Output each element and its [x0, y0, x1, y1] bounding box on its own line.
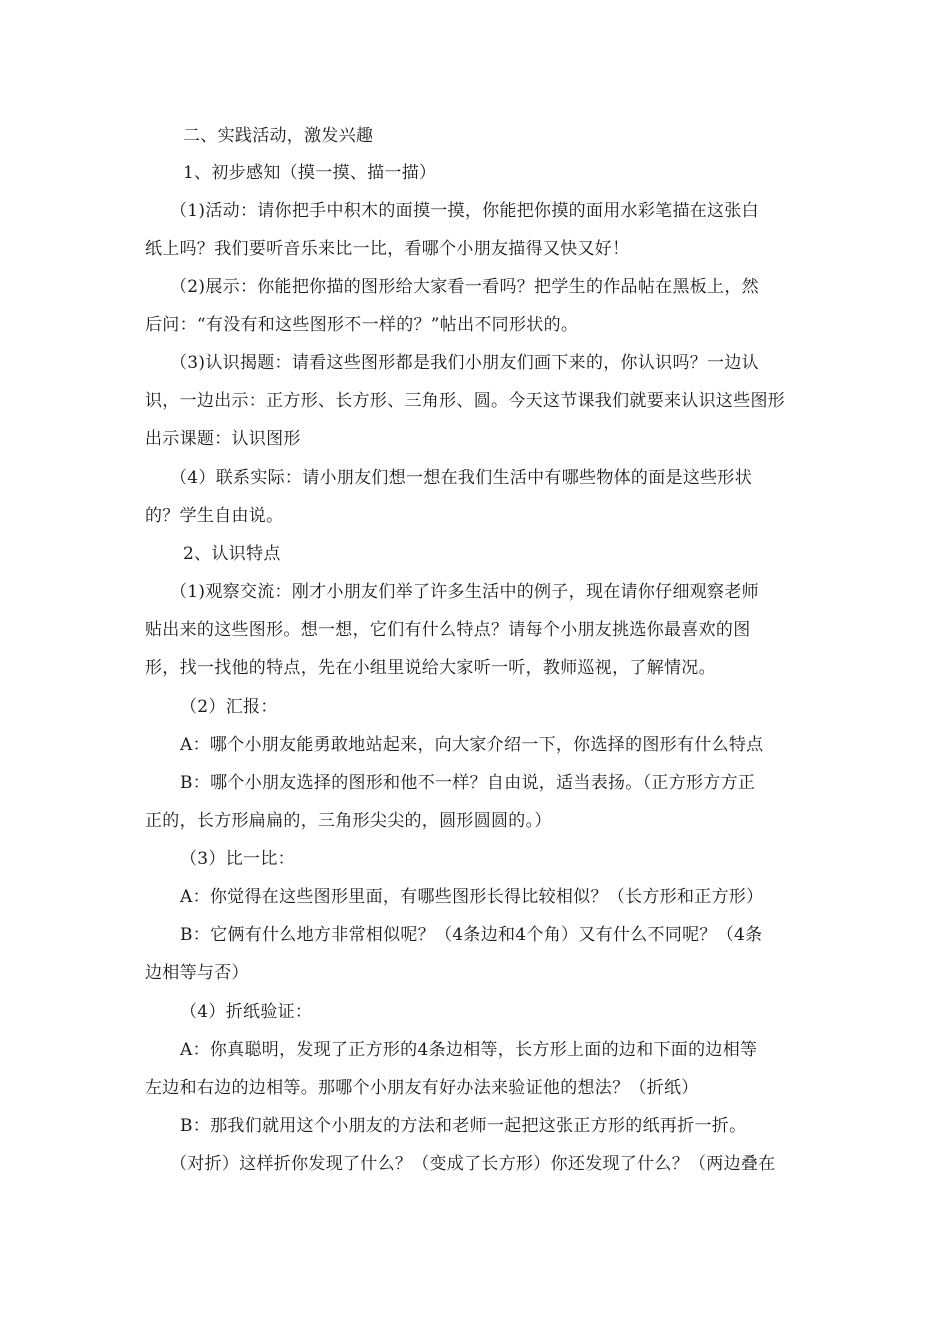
report-item-a: A：哪个小朋友能勇敢地站起来，向大家介绍一下，你选择的图形有什么特点 [180, 735, 764, 755]
paragraph-3-line-3: 出示课题：认识图形 [145, 429, 301, 449]
compare-item-a: A：你觉得在这些图形里面，有哪些图形长得比较相似？（长方形和正方形） [180, 887, 764, 907]
paragraph-5-line-3: 形，找一找他的特点，先在小组里说给大家听一听，教师巡视，了解情况。 [145, 658, 716, 678]
subheading-1: 1、初步感知（摸一摸、描一描） [183, 163, 437, 183]
paragraph-4-line-2: 的？学生自由说。 [145, 506, 284, 526]
compare-heading: （3）比一比： [180, 849, 295, 869]
report-heading: （2）汇报： [180, 697, 278, 717]
report-item-b-line-1: B：哪个小朋友选择的图形和他不一样？自由说，适当表扬。（正方形方方正 [180, 773, 756, 793]
paragraph-1-line-1: （1)活动：请你把手中积木的面摸一摸，你能把你摸的面用水彩笔描在这张白 [170, 201, 759, 221]
paragraph-3-line-2: 识，一边出示：正方形、长方形、三角形、圆。今天这节课我们就要来认识这些图形 [145, 391, 786, 411]
fold-item-b-line-1: B：那我们就用这个小朋友的方法和老师一起把这张正方形的纸再折一折。 [180, 1116, 747, 1136]
fold-item-a-line-2: 左边和右边的边相等。那哪个小朋友有好办法来验证他的想法？（折纸） [145, 1078, 699, 1098]
section-title: 二、实践活动，激发兴趣 [183, 126, 374, 146]
paragraph-5-line-2: 贴出来的这些图形。想一想，它们有什么特点？请每个小朋友挑选你最喜欢的图 [145, 620, 751, 640]
compare-item-b-line-1: B：它俩有什么地方非常相似呢？（4条边和4个角）又有什么不同呢？（4条 [180, 925, 763, 945]
compare-item-b-line-2: 边相等与否） [145, 963, 249, 983]
paragraph-2-line-1: （2)展示：你能把你描的图形给大家看一看吗？把学生的作品帖在黑板上，然 [170, 277, 759, 297]
paragraph-1-line-2: 纸上吗？我们要听音乐来比一比，看哪个小朋友描得又快又好！ [145, 239, 630, 259]
report-item-b-line-2: 正的，长方形扁扁的，三角形尖尖的，圆形圆圆的。） [145, 811, 552, 831]
subheading-2: 2、认识特点 [183, 544, 281, 564]
paragraph-3-line-1: （3)认识揭题：请看这些图形都是我们小朋友们画下来的，你认识吗？一边认 [170, 353, 759, 373]
paragraph-2-line-2: 后问：“有没有和这些图形不一样的？”帖出不同形状的。 [145, 315, 579, 335]
fold-item-a-line-1: A：你真聪明，发现了正方形的4条边相等，长方形上面的边和下面的边相等 [180, 1040, 758, 1060]
paragraph-4-line-1: （4）联系实际：请小朋友们想一想在我们生活中有哪些物体的面是这些形状 [170, 468, 753, 488]
paragraph-5-line-1: （1)观察交流：刚才小朋友们举了许多生活中的例子，现在请你仔细观察老师 [170, 582, 759, 602]
fold-item-b-line-2: （对折）这样折你发现了什么？（变成了长方形）你还发现了什么？（两边叠在 [170, 1154, 776, 1174]
fold-heading: （4）折纸验证： [180, 1002, 313, 1022]
